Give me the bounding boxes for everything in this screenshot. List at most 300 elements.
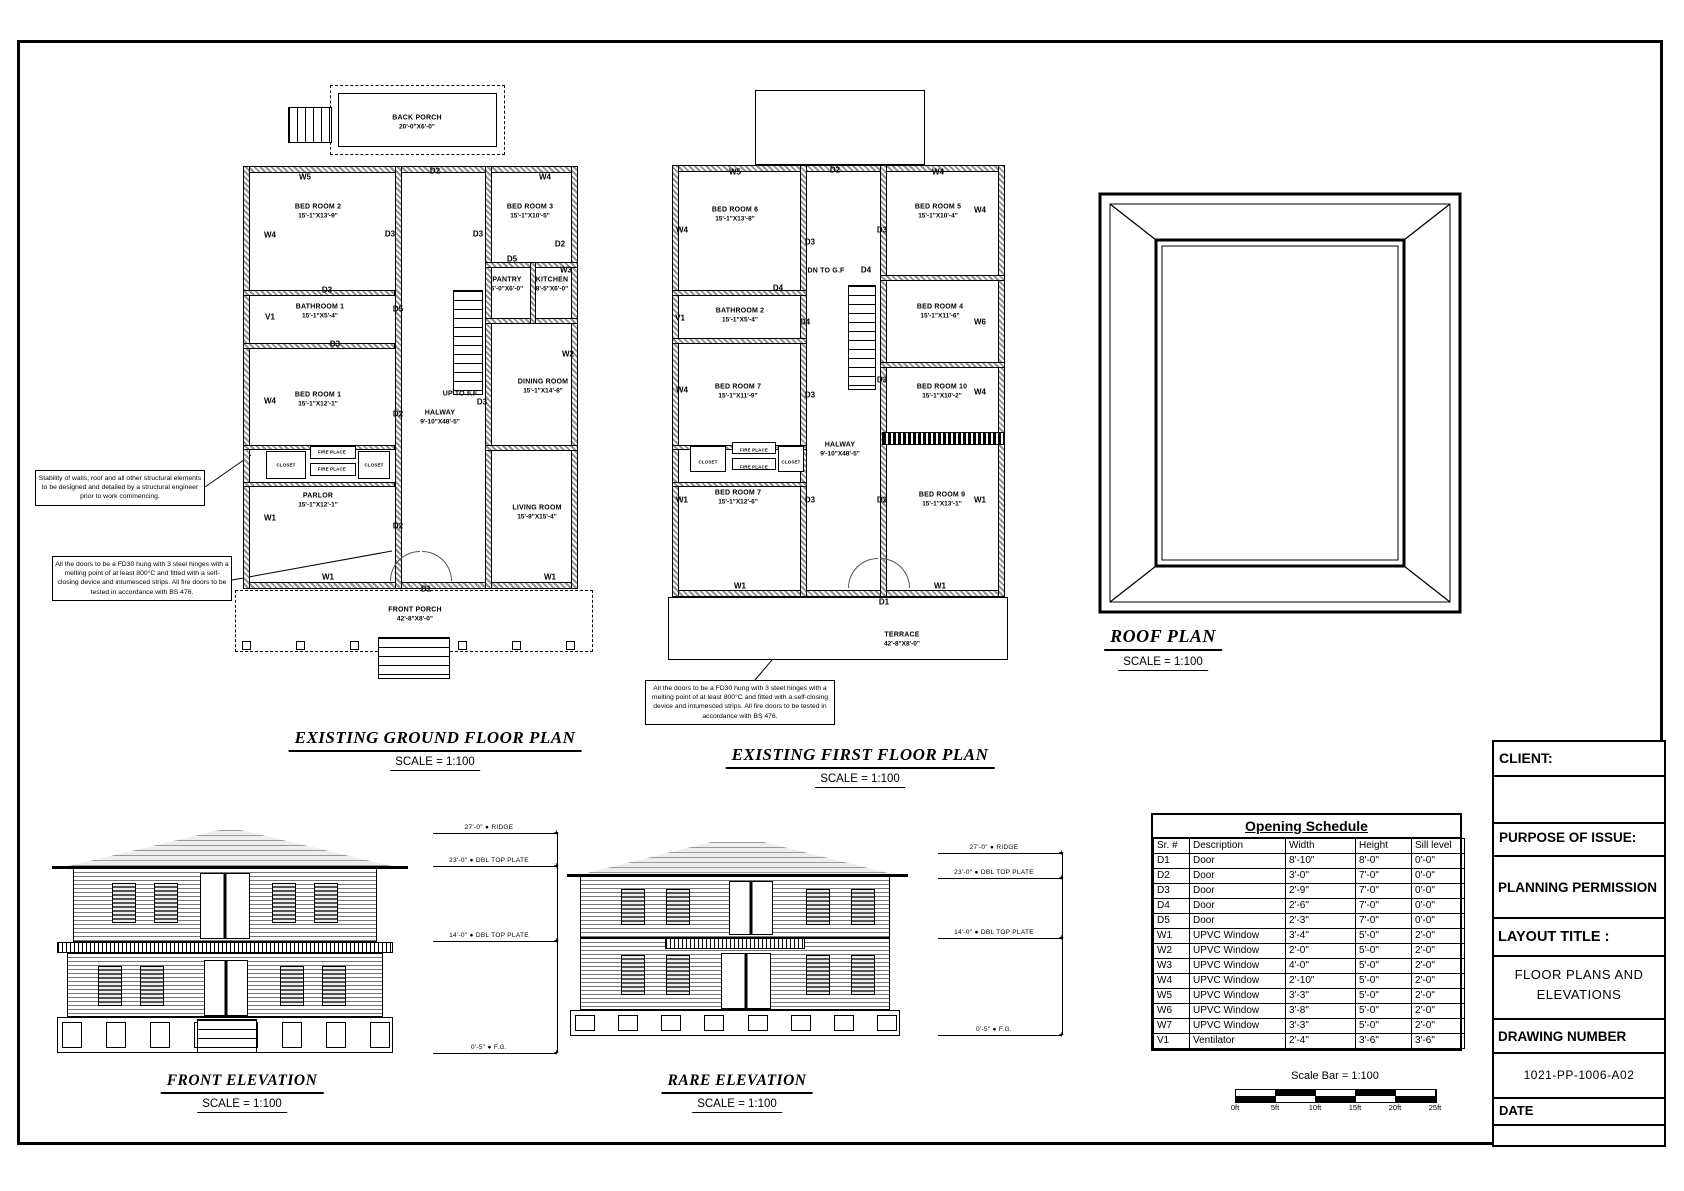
table-cell: UPVC Window <box>1190 1019 1286 1034</box>
opening-label: D3 <box>876 225 888 235</box>
dim-line <box>938 878 1062 879</box>
wall <box>880 275 1005 281</box>
opening-label: D2 <box>554 239 566 249</box>
table-row <box>1154 1004 1465 1019</box>
room-dimensions: 15'-1"X10'-5" <box>510 212 550 220</box>
door-swing-arc <box>422 551 452 581</box>
table-cell: 2'-0" <box>1412 989 1465 1004</box>
opening-label: D3 <box>384 229 396 239</box>
table-cell: W4 <box>1154 974 1190 989</box>
room-label <box>420 410 460 427</box>
table-cell: 2'-0" <box>1412 959 1465 974</box>
dim-line <box>433 941 557 942</box>
first-floor-title: EXISTING FIRST FLOOR PLAN <box>726 745 995 769</box>
fire-door-note-ground: All the doors to be a FD30 hung with 3 steel hinges with a melting point of at least 800°C and fitted with a self-closing device and intumesced strips. All fire doors to be tested in accordance with BS 476. <box>52 556 232 601</box>
room-name: BED ROOM 7 <box>714 489 762 497</box>
room-dimensions: 8'-5"X6'-0" <box>535 285 569 293</box>
table-cell: 5'-0" <box>1356 1004 1412 1019</box>
table-cell: D5 <box>1154 914 1190 929</box>
wall <box>243 166 578 173</box>
elevation-pier <box>326 1022 346 1048</box>
room-label <box>884 632 920 649</box>
table-cell: 0'-0" <box>1412 854 1465 869</box>
table-cell: 5'-0" <box>1356 1019 1412 1034</box>
room-dimensions: 20'-0"X6'-0" <box>398 123 435 131</box>
opening-label: W4 <box>539 172 551 182</box>
table-cell: V1 <box>1154 1034 1190 1049</box>
elevation-pier <box>834 1015 854 1031</box>
dim-label: 23'-0" ● DBL TOP PLATE <box>449 857 529 864</box>
table-cell: 7'-0" <box>1356 869 1412 884</box>
dim-label: 14'-0" ● DBL TOP PLATE <box>954 929 1034 936</box>
room-label <box>296 304 345 321</box>
wall <box>571 166 578 589</box>
opening-label: D3 <box>804 237 816 247</box>
table-cell: 7'-0" <box>1356 914 1412 929</box>
elevation-window <box>806 955 830 995</box>
front-elevation-scale: SCALE = 1:100 <box>197 1098 287 1113</box>
table-cell: 8'-10" <box>1286 854 1356 869</box>
table-cell: 0'-0" <box>1412 914 1465 929</box>
roof-plan-svg <box>1098 192 1462 614</box>
room-name: CLOSET <box>781 459 801 465</box>
table-row <box>1154 944 1465 959</box>
opening-label: W2 <box>562 349 574 359</box>
scale-bar-tick: 15ft <box>1348 1103 1362 1112</box>
room-label <box>295 392 341 409</box>
room-label <box>507 204 553 221</box>
room-label <box>388 607 442 624</box>
room-name: BED ROOM 4 <box>916 303 964 311</box>
table-cell: UPVC Window <box>1190 989 1286 1004</box>
dim-line <box>433 1053 557 1054</box>
door-swing-arc <box>880 558 910 588</box>
opening-label: D2 <box>829 165 841 175</box>
table-cell: W6 <box>1154 1004 1190 1019</box>
opening-label: W1 <box>734 581 746 591</box>
opening-label: D2 <box>392 521 404 531</box>
drawing-number-label: DRAWING NUMBER <box>1498 1028 1627 1044</box>
dim-label: 23'-0" ● DBL TOP PLATE <box>954 869 1034 876</box>
room-name: KITCHEN <box>535 276 569 284</box>
dim-line <box>433 866 557 867</box>
dim-label: 14'-0" ● DBL TOP PLATE <box>449 932 529 939</box>
room-label <box>491 277 523 294</box>
table-cell: 2'-3" <box>1286 914 1356 929</box>
wall <box>243 482 395 487</box>
table-cell: W7 <box>1154 1019 1190 1034</box>
table-column-header: Height <box>1356 839 1412 854</box>
wall <box>485 445 578 451</box>
opening-label: W1 <box>676 495 688 505</box>
room-label <box>915 204 961 221</box>
room-dimensions: 42'-8"X8'-0" <box>397 615 433 623</box>
elevation-window <box>806 889 830 925</box>
elevation-window <box>666 889 690 925</box>
opening-label: D1 <box>420 584 432 594</box>
room-label <box>740 447 768 453</box>
opening-label: W1 <box>544 572 556 582</box>
scale-bar-segment <box>1356 1096 1396 1102</box>
elevation-door <box>204 960 248 1016</box>
stairs <box>288 107 332 143</box>
elevation-pier <box>106 1022 126 1048</box>
room-label <box>392 115 441 132</box>
table-cell: 5'-0" <box>1356 944 1412 959</box>
scale-bar-tick: 20ft <box>1388 1103 1402 1112</box>
room-label <box>295 204 341 221</box>
room-label <box>740 464 768 470</box>
structural-note: Stability of walls, roof and all other structural elements to be designed and detailed by a structural engineer prior to work commencing. <box>35 470 205 506</box>
table-row <box>1154 869 1465 884</box>
wall <box>485 166 492 589</box>
room-dimensions: 15'-9"X15'-4" <box>517 513 557 521</box>
elevation-pier <box>661 1015 681 1031</box>
wall <box>672 590 1005 597</box>
room-dimensions: 42'-8"X8'-0" <box>884 640 920 648</box>
table-cell: Door <box>1190 914 1286 929</box>
table-row <box>1154 854 1465 869</box>
scale-bar-segment <box>1276 1096 1316 1102</box>
scale-bar-segment <box>1316 1096 1356 1102</box>
room-dimensions: 15'-1"X11'-9" <box>718 392 758 400</box>
elevation-pier <box>62 1022 82 1048</box>
table-cell: 2'-0" <box>1412 1019 1465 1034</box>
table-row <box>1154 914 1465 929</box>
wall <box>672 290 807 296</box>
room-name: BED ROOM 5 <box>914 203 962 211</box>
opening-label: D3 <box>321 285 333 295</box>
room-name: FIRE PLACE <box>317 466 347 472</box>
room-label <box>298 493 338 510</box>
table-cell: D3 <box>1154 884 1190 899</box>
ground-floor-plan <box>230 85 602 695</box>
wall <box>243 582 578 589</box>
rare-elevation-scale: SCALE = 1:100 <box>692 1098 782 1113</box>
elevation-pier <box>618 1015 638 1031</box>
opening-label: D3 <box>329 339 341 349</box>
room-label <box>512 505 561 522</box>
dim-marker: + <box>554 828 559 837</box>
room-label <box>698 459 717 465</box>
room-dimensions: 15'-1"X12'-1" <box>298 400 338 408</box>
table-cell: Door <box>1190 899 1286 914</box>
room-label <box>443 391 478 400</box>
table-header-row <box>1154 839 1465 854</box>
elevation-window <box>621 955 645 995</box>
opening-label: W4 <box>264 396 276 406</box>
fire-door-note-first: All the doors to be a FD30 hung with 3 steel hinges with a melting point of at least 800°C and fitted with a self-closing device and intumesced strips. All fire doors to be tested in accordance with BS 476. <box>645 680 835 725</box>
wall <box>672 338 807 344</box>
front-elevation <box>45 830 410 1055</box>
stairs <box>848 285 876 390</box>
opening-label: D3 <box>804 495 816 505</box>
elevation-window-panel <box>200 873 250 939</box>
opening-label: D2 <box>429 166 441 176</box>
opening-label: W4 <box>676 385 688 395</box>
table-row <box>1154 899 1465 914</box>
opening-label: W4 <box>974 205 986 215</box>
elevation-window <box>280 966 304 1006</box>
opening-label: W1 <box>264 513 276 523</box>
opening-label: D2 <box>876 495 888 505</box>
dim-marker: + <box>554 1048 559 1057</box>
porch-post <box>350 641 359 650</box>
wall <box>243 290 395 296</box>
table-cell: 3'-0" <box>1286 869 1356 884</box>
roof-plan-scale: SCALE = 1:100 <box>1118 656 1208 671</box>
table-cell: 2'-0" <box>1412 1004 1465 1019</box>
room-label <box>518 379 568 396</box>
room-name: BED ROOM 1 <box>294 391 342 399</box>
opening-label: W4 <box>974 387 986 397</box>
scale-bar-tick: 10ft <box>1308 1103 1322 1112</box>
table-cell: UPVC Window <box>1190 929 1286 944</box>
table-row <box>1154 989 1465 1004</box>
table-cell: 0'-0" <box>1412 899 1465 914</box>
client-label: CLIENT: <box>1499 750 1553 766</box>
table-cell: 5'-0" <box>1356 959 1412 974</box>
dim-line <box>433 833 557 834</box>
elevation-window <box>621 889 645 925</box>
wall <box>243 343 395 349</box>
room-name: FRONT PORCH <box>388 606 442 614</box>
opening-label: D3 <box>804 390 816 400</box>
table-cell: 2'-6" <box>1286 899 1356 914</box>
elevation-door <box>721 953 771 1009</box>
room-name: BED ROOM 3 <box>506 203 554 211</box>
room-dimensions: 9'-10"X48'-5" <box>420 418 460 426</box>
elevation-pier <box>791 1015 811 1031</box>
room-dimensions: 15'-1"X13'-8" <box>715 215 755 223</box>
opening-schedule-table <box>1153 838 1465 1049</box>
wall <box>880 362 1005 368</box>
room-name: BED ROOM 7 <box>714 383 762 391</box>
dim-connector <box>1062 853 1063 1035</box>
room-dimensions: 15'-1"X12'-1" <box>298 501 338 509</box>
table-cell: UPVC Window <box>1190 944 1286 959</box>
elevation-window <box>851 955 875 995</box>
room-name: FIRE PLACE <box>739 464 769 470</box>
room-name: DINING ROOM <box>517 378 569 386</box>
roof-plan <box>1098 192 1462 614</box>
room-name: PANTRY <box>492 276 522 284</box>
elevation-window <box>112 883 136 923</box>
table-cell: Ventilator <box>1190 1034 1286 1049</box>
room-name: DN TO G.F <box>807 267 845 275</box>
elevation-upper-wall <box>580 876 890 938</box>
dim-line <box>938 938 1062 939</box>
opening-schedule <box>1151 813 1462 1051</box>
room-name: PARLOR <box>302 492 334 500</box>
table-cell: W1 <box>1154 929 1190 944</box>
elevation-window <box>154 883 178 923</box>
opening-label: W1 <box>934 581 946 591</box>
table-cell: 2'-0" <box>1412 929 1465 944</box>
table-column-header: Width <box>1286 839 1356 854</box>
elevation-pier <box>877 1015 897 1031</box>
elevation-base <box>570 1010 900 1036</box>
elevation-window <box>851 889 875 925</box>
room-label <box>917 304 963 321</box>
elevation-window <box>140 966 164 1006</box>
room-name: BATHROOM 1 <box>295 303 345 311</box>
roof-plan-title: ROOF PLAN <box>1104 626 1222 651</box>
door-swing-arc <box>848 558 878 588</box>
opening-label: W3 <box>560 265 572 275</box>
client-value <box>1494 777 1664 822</box>
dim-label: 0'-5" ● F.G. <box>976 1026 1012 1033</box>
front-elevation-dimensions <box>425 825 565 1060</box>
room-name: BED ROOM 6 <box>711 206 759 214</box>
scale-bar-tick: 0ft <box>1230 1103 1240 1112</box>
scale-bar-label: Scale Bar = 1:100 <box>1291 1070 1379 1082</box>
first-floor-plan <box>660 90 1016 700</box>
room-name: BATHROOM 2 <box>715 307 765 315</box>
porch-post <box>458 641 467 650</box>
room-label <box>820 442 860 459</box>
opening-label: W5 <box>299 172 311 182</box>
elevation-upper-wall <box>73 868 377 942</box>
elevation-porch-band <box>57 942 393 953</box>
date-label: DATE <box>1499 1103 1534 1118</box>
opening-schedule-title: Opening Schedule <box>1153 815 1460 838</box>
room-dimensions: 15'-1"X12'-6" <box>718 498 758 506</box>
table-cell: 0'-0" <box>1412 869 1465 884</box>
table-cell: UPVC Window <box>1190 959 1286 974</box>
opening-label: D3 <box>476 397 488 407</box>
first-floor-scale: SCALE = 1:100 <box>815 773 905 788</box>
elevation-roof <box>575 842 900 876</box>
opening-label: W6 <box>974 317 986 327</box>
dim-line <box>938 1035 1062 1036</box>
room-dimensions: 15'-1"X13'-9" <box>298 212 338 220</box>
elevation-roof <box>60 830 400 868</box>
opening-label: D4 <box>772 283 784 293</box>
table-row <box>1154 959 1465 974</box>
dim-label: 27'-0" ● RIDGE <box>969 844 1019 851</box>
table-cell: 3'-4" <box>1286 929 1356 944</box>
elevation-lower-wall <box>67 953 383 1017</box>
purpose-of-issue-label: PURPOSE OF ISSUE: <box>1499 830 1637 845</box>
room-label <box>716 308 765 325</box>
room-label <box>318 466 346 472</box>
hatched-wall-band <box>882 432 1005 445</box>
elevation-pier <box>370 1022 390 1048</box>
dim-label: 27'-0" ● RIDGE <box>464 824 514 831</box>
room-dimensions: 15'-1"X10'-4" <box>918 212 958 220</box>
rare-elevation-dimensions <box>930 845 1070 1045</box>
table-cell: W2 <box>1154 944 1190 959</box>
room-dimensions: 9'-10"X48'-5" <box>820 450 860 458</box>
elevation-window <box>98 966 122 1006</box>
room-name: CLOSET <box>698 459 718 465</box>
stairs <box>453 290 483 395</box>
table-cell: 2'-0" <box>1412 974 1465 989</box>
dim-marker: + <box>1059 873 1064 882</box>
room-name: BED ROOM 9 <box>918 491 966 499</box>
table-cell: 5'-0" <box>1356 929 1412 944</box>
porch-post <box>566 641 575 650</box>
table-cell: W5 <box>1154 989 1190 1004</box>
table-row <box>1154 974 1465 989</box>
room-label <box>276 462 295 468</box>
dim-marker: + <box>1059 848 1064 857</box>
opening-label: W5 <box>729 167 741 177</box>
elevation-steps <box>197 1019 257 1053</box>
opening-label: D2 <box>392 409 404 419</box>
dim-label: 0'-5" ● F.G. <box>471 1044 507 1051</box>
table-cell: D2 <box>1154 869 1190 884</box>
room-dimensions: 15'-1"X13'-1" <box>922 500 962 508</box>
room-name: FIRE PLACE <box>317 449 347 455</box>
porch-post <box>296 641 305 650</box>
opening-label: W1 <box>974 495 986 505</box>
plan-outline <box>668 597 1008 660</box>
table-cell: 3'-3" <box>1286 1019 1356 1034</box>
layout-title-label: LAYOUT TITLE : <box>1498 929 1610 945</box>
opening-label: D3 <box>472 229 484 239</box>
elevation-porch-band <box>665 938 805 949</box>
room-label <box>715 384 761 401</box>
dim-marker: + <box>1059 933 1064 942</box>
table-cell: 2'-10" <box>1286 974 1356 989</box>
elevation-window-panel <box>729 881 773 935</box>
table-cell: 3'-6" <box>1356 1034 1412 1049</box>
room-label <box>715 490 761 507</box>
table-cell: 8'-0" <box>1356 854 1412 869</box>
room-label <box>536 277 569 294</box>
opening-label: D1 <box>878 597 890 607</box>
elevation-pier <box>575 1015 595 1031</box>
dim-marker: + <box>554 861 559 870</box>
elevation-window <box>272 883 296 923</box>
room-dimensions: 15'-1"X5'-4" <box>721 316 758 324</box>
ground-floor-scale: SCALE = 1:100 <box>390 756 480 771</box>
room-label <box>807 268 844 277</box>
room-label <box>919 492 965 509</box>
table-cell: 7'-0" <box>1356 899 1412 914</box>
dim-line <box>938 853 1062 854</box>
table-cell: 2'-0" <box>1286 944 1356 959</box>
purpose-of-issue-value: PLANNING PERMISSION <box>1498 879 1658 895</box>
porch-post <box>242 641 251 650</box>
opening-label: D3 <box>876 375 888 385</box>
elevation-pier <box>150 1022 170 1048</box>
table-cell: 3'-6" <box>1412 1034 1465 1049</box>
elevation-pier <box>282 1022 302 1048</box>
wall <box>998 165 1005 597</box>
opening-label: D5 <box>392 304 404 314</box>
opening-label: W4 <box>264 230 276 240</box>
wall <box>672 482 807 487</box>
layout-title-value: FLOOR PLANS AND ELEVATIONS <box>1514 967 1644 1002</box>
elevation-window <box>322 966 346 1006</box>
dim-marker: + <box>1059 1030 1064 1039</box>
elevation-pier <box>704 1015 724 1031</box>
room-name: HALWAY <box>424 409 456 417</box>
room-name: CLOSET <box>276 462 296 468</box>
scale-bar-bar <box>1235 1089 1437 1103</box>
table-row <box>1154 929 1465 944</box>
wall <box>243 166 250 589</box>
room-label <box>781 459 800 465</box>
wall <box>800 165 807 597</box>
porch-steps <box>378 637 450 679</box>
scale-bar-segment <box>1236 1096 1276 1102</box>
title-block-filler <box>1494 1126 1664 1149</box>
table-row <box>1154 884 1465 899</box>
